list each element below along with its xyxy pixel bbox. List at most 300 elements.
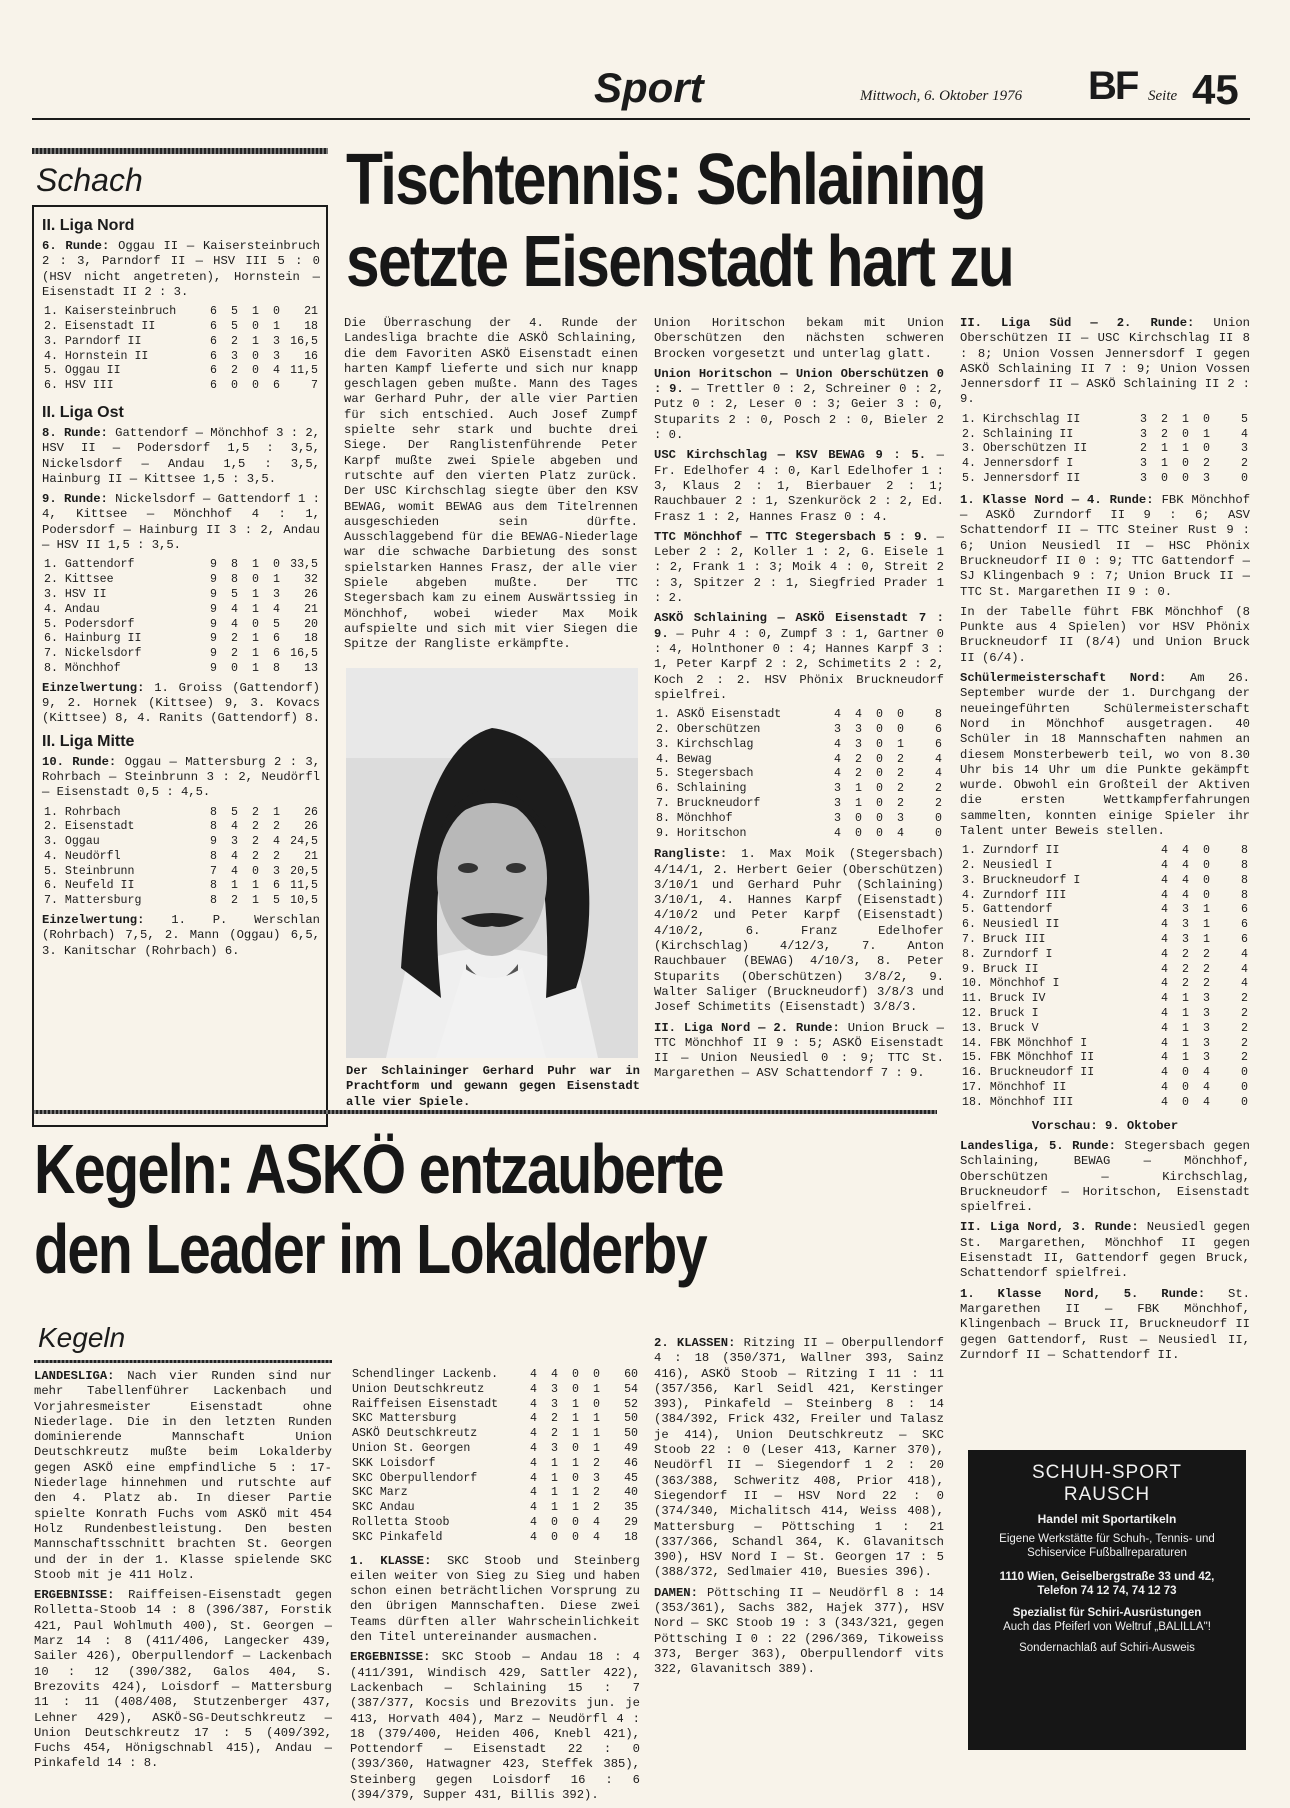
stat-value: 3 [1182,933,1189,947]
stat-value: 1 [593,1441,600,1455]
stat-value: 0 [593,1368,600,1381]
team-name: SKK Loisdorf [352,1456,436,1470]
team-name: 4. Neudörfl [44,849,121,863]
stat-value: 1 [252,647,259,661]
table-row [350,1457,640,1472]
tt-col-2 [654,316,944,1087]
stat-value: 5 [273,894,280,908]
tt-schueler: Schülermeisterschaft Nord: Am 26. September wurde der 1. Durchgang der neueingeführten Schülermeisterschaft Nord in Mönchhof ausgetragen. 40 Schüler in 18 Mannschaften nahmen an diesem Monsterbewerb teil, wo von 8.30 Uhr bis 14 Uhr um die Punkte gekämpft wurde. Obwohl ein Großteil der Aktiven die ersten Wettkampferfahrungen sammelten, konnten einige Spieler ihr Talent unter Beweis stellen. [960,671,1250,838]
stat-value: 9 [210,617,217,631]
team-name: Union St. Georgen [352,1441,471,1455]
team-name: 6. Schlaining [656,782,747,796]
stat-value: 1 [1182,1036,1189,1050]
stat-value: 4 [1241,427,1248,441]
chess-mitte-report: 10. Runde: Oggau — Mattersburg 2 : 3, Rohrbach — Steinbrunn 3 : 2, Neudörfl — Eisenstadt 0,5 : 4,5. [42,754,321,800]
stat-value: 3 [834,722,841,736]
stat-value: 3 [855,737,862,751]
stat-value: 3 [1203,471,1210,485]
table-row [960,992,1250,1007]
stat-value: 9 [210,558,217,572]
page-label: Seite [1148,88,1178,104]
team-name: 18. Mönchhof III [962,1095,1074,1109]
stat-value: 5 [1241,412,1248,426]
team-name: 13. Bruck V [962,1021,1039,1035]
stat-value: 0 [935,826,942,840]
team-name: 5. Oggau II [44,364,121,378]
header-rule [32,118,1250,120]
stat-value: 4 [231,864,238,878]
stat-value: 18 [624,1530,638,1544]
stat-value: 4 [1161,918,1168,932]
table-row [960,918,1250,933]
stat-value: 0 [1161,471,1168,485]
stat-value: 1 [572,1486,579,1500]
team-name: 2. Neusiedl I [962,859,1053,873]
stat-value: 11,5 [290,879,318,893]
stat-value: 4 [231,602,238,616]
stat-value: 0 [572,1530,579,1544]
stat-value: 3 [1241,442,1248,456]
stat-value: 4 [897,826,904,840]
stat-value: 4 [834,737,841,751]
team-name: Schendlinger Lackenb. [352,1368,499,1381]
table-row [350,1516,640,1531]
team-name: 4. Jennersdorf I [962,457,1074,471]
table-row [654,797,944,812]
stat-value: 4 [530,1412,537,1426]
stat-value: 2 [897,752,904,766]
team-name: 11. Bruck IV [962,992,1046,1006]
stat-value: 1 [252,558,259,572]
stat-value: 8 [210,879,217,893]
ad-line-4: Auch das Pfeiferl von Weltruf „BALILLA"! [1003,1621,1211,1633]
stat-value: 1 [897,737,904,751]
stat-value: 9 [210,573,217,587]
stat-value: 6 [273,379,280,393]
table-row [42,335,320,350]
stat-value: 1 [252,334,259,348]
stat-value: 49 [624,1441,638,1455]
team-name: 10. Mönchhof I [962,977,1060,991]
team-name: SKC Pinkafeld [352,1530,443,1544]
table-row [960,933,1250,948]
stat-value: 2 [1182,977,1189,991]
stat-value: 2 [551,1412,558,1426]
stat-value: 0 [1203,873,1210,887]
stat-value: 10,5 [290,894,318,908]
table-row [654,753,944,768]
team-name: 5. Stegersbach [656,767,754,781]
stat-value: 4 [1161,888,1168,902]
table-row [42,865,320,880]
stat-value: 60 [624,1368,638,1381]
ad-line-1: Handel mit Sportartikeln [1037,1512,1177,1526]
stat-value: 0 [252,319,259,333]
table-row [42,603,320,618]
stat-value: 0 [1203,844,1210,858]
stat-value: 4 [1161,1021,1168,1035]
stat-value: 0 [1203,859,1210,873]
stat-value: 6 [935,737,942,751]
table-row [42,820,320,835]
stat-value: 1 [1203,903,1210,917]
team-name: 3. HSV II [44,587,107,601]
table-row [350,1398,640,1413]
stat-value: 0 [1241,471,1248,485]
stat-value: 2 [1161,412,1168,426]
stat-value: 2 [935,796,942,810]
table-row [960,963,1250,978]
stat-value: 2 [252,805,259,819]
kegeln-title-rule [34,1360,332,1363]
stat-value: 0 [551,1530,558,1544]
stat-value: 2 [1241,992,1248,1006]
stat-value: 4 [1182,873,1189,887]
table-row [960,472,1250,487]
stat-value: 3 [231,835,238,849]
stat-value: 18 [304,632,318,646]
stat-value: 46 [624,1456,638,1470]
stat-value: 40 [624,1486,638,1500]
stat-value: 2 [593,1456,600,1470]
table-row [42,350,320,365]
stat-value: 4 [1161,859,1168,873]
stat-value: 0 [935,811,942,825]
stat-value: 4 [273,602,280,616]
stat-value: 6 [1241,903,1248,917]
stat-value: 4 [593,1530,600,1544]
table-row [42,379,320,394]
table-row [42,588,320,603]
stat-value: 1 [1182,412,1189,426]
stat-value: 2 [1241,1036,1248,1050]
ad-address: 1110 Wien, Geiselbergstraße 33 und 42, Telefon 74 12 74, 74 12 73 [999,1571,1215,1597]
stat-value: 2 [231,334,238,348]
stat-value: 26 [304,587,318,601]
stat-value: 4 [834,826,841,840]
stat-value: 4 [1161,844,1168,858]
stat-value: 0 [855,811,862,825]
stat-value: 0 [1241,1066,1248,1080]
stat-value: 4 [1161,1081,1168,1095]
team-name: 1. Rohrbach [44,805,121,819]
stat-value: 0 [876,737,883,751]
stat-value: 0 [572,1471,579,1485]
stat-value: 4 [1161,933,1168,947]
stat-value: 1 [551,1471,558,1485]
team-name: 17. Mönchhof II [962,1081,1067,1095]
stat-value: 0 [551,1515,558,1529]
stat-value: 0 [876,782,883,796]
table-row [350,1531,640,1546]
stat-value: 4 [1182,859,1189,873]
chess-top-bar [32,148,328,154]
stat-value: 0 [1203,888,1210,902]
team-name: 12. Bruck I [962,1007,1039,1021]
stat-value: 0 [252,864,259,878]
team-name: 7. Bruck III [962,933,1046,947]
stat-value: 0 [1241,1095,1248,1109]
stat-value: 0 [1203,412,1210,426]
kegeln-title: Kegeln [38,1322,126,1353]
stat-value: 4 [1203,1095,1210,1109]
stat-value: 3 [551,1397,558,1411]
stat-value: 2 [593,1486,600,1500]
player-portrait-image [346,668,638,1058]
stat-value: 21 [304,305,318,319]
issue-date: Mittwoch, 6. Oktober 1976 [860,88,1023,104]
stat-value: 4 [1161,992,1168,1006]
team-name: 7. Mattersburg [44,894,142,908]
stat-value: 20,5 [290,864,318,878]
stat-value: 4 [1182,844,1189,858]
table-row [960,977,1250,992]
photo-caption: Der Schlaininger Gerhard Puhr war in Prachtform und gewann gegen Eisenstadt alle vier Spiele. [346,1064,640,1109]
stat-value: 9 [210,661,217,675]
advertisement-schuh-sport [968,1450,1246,1750]
stat-value: 4 [1203,1066,1210,1080]
table-row [654,738,944,753]
stat-value: 21 [304,602,318,616]
stat-value: 4 [1161,873,1168,887]
team-name: 3. Parndorf II [44,334,142,348]
stat-value: 54 [624,1382,638,1396]
team-name: 14. FBK Mönchhof I [962,1036,1088,1050]
stat-value: 5 [231,305,238,319]
stat-value: 2 [252,835,259,849]
stat-value: 13 [304,661,318,675]
stat-value: 7 [210,864,217,878]
stat-value: 1 [1161,457,1168,471]
kegeln-headline-1: Kegeln: ASKÖ entzauberte [34,1130,723,1208]
chess-nord-table [42,305,320,394]
stat-value: 4 [530,1368,537,1381]
stat-value: 3 [834,782,841,796]
stat-value: 3 [1140,457,1147,471]
stat-value: 6 [935,722,942,736]
stat-value: 6 [273,632,280,646]
stat-value: 1 [252,661,259,675]
stat-value: 4 [530,1486,537,1500]
tt-intro: Die Überraschung der 4. Runde der Landesliga brachte die ASKÖ Schlaining, die dem Favoriten ASKÖ Eisenstadt einen harten Kampf lieferte und sich nur knapp geschlagen geben mußte. Mann des Tages war Gerhard Puhr, der alle vier Partien für sich entschied. Auch Josef Zumpf spielte sehr stark und buchte drei Siege. Der Ranglistenführende Peter Karpf mußte zwei Spiele abgeben und rutschte auf den vierten Platz zurück. Der USC Kirchschlag siegte über den KSV BEWAG, womit BEWAG aus dem Titelrennen ausgeschieden sein dürfte. Ausschlaggebend für die BEWAG-Niederlage war die schwache Darbietung des sonst spielstarken Hannes Frasz, der alle vier Spiele abgeben mußte. Der TTC Stegersbach kam zu einem Auswärtssieg in Mönchhof, wobei wieder Max Moik aufspielte und sich mit vier Siegen die Spitze der Rangliste erkämpfte. [344,316,638,652]
stat-value: 8 [210,894,217,908]
stat-value: 1 [252,305,259,319]
stat-value: 3 [1203,1036,1210,1050]
team-name: 5. Steinbrunn [44,864,135,878]
stat-value: 6 [210,349,217,363]
tt-headline-2: setzte Eisenstadt hart zu [346,222,1014,302]
stat-value: 0 [876,752,883,766]
ad-line-3: Spezialist für Schiri-Ausrüstungen [1012,1607,1202,1619]
stat-value: 2 [231,894,238,908]
stat-value: 4 [1161,1095,1168,1109]
table-row [960,1066,1250,1081]
table-row [960,1022,1250,1037]
stat-value: 0 [231,379,238,393]
tt-preview-1: Landesliga, 5. Runde: Stegersbach gegen Schlaining, BEWAG — Mönchhof, Oberschützen — Kirchschlag, Bruckneudorf — Horitschon, Eisenstadt spielfrei. [960,1138,1250,1215]
stat-value: 1 [593,1427,600,1441]
stat-value: 3 [231,349,238,363]
stat-value: 2 [231,647,238,661]
table-row [42,647,320,662]
team-name: 16. Bruckneudorf II [962,1066,1095,1080]
stat-value: 2 [1241,1021,1248,1035]
tt-match-4: ASKÖ Schlaining — ASKÖ Eisenstadt 7 : 9. — Puhr 4 : 0, Zumpf 3 : 1, Gartner 0 : 4, Holnthoner 0 : 4; Hannes Karpf 3 : 1, Peter Karpf 2 : 2, Schimetits 2 : 2, Koch 2 : 2. HSV Phönix Bruckneudorf spielfrei. [654,611,944,702]
stat-value: 4 [1161,1036,1168,1050]
chess-ost-individual: Einzelwertung: 1. Groiss (Gattendorf) 9, 2. Hornek (Kittsee) 9, 3. Kovacs (Kittsee) 8, 4. Ranits (Gattendorf) 8. [42,680,320,726]
stat-value: 1 [1182,1021,1189,1035]
stat-value: 6 [273,647,280,661]
kegeln-top-rule [32,1110,937,1114]
team-name: 2. Eisenstadt [44,820,135,834]
kegeln-results: ERGEBNISSE: Raiffeisen-Eisenstadt gegen Rolletta-Stoob 14 : 8 (396/387, Forstik 421, Paul Wohlmuth 400), St. Georgen — Marz 14 : 8 (411/406, Langecker 439, Sailer 426), Oberpullendorf — Lackenbach 10 : 12 (390/382, Galos 404, S. Brezovits 424), Loisdorf — Mattersburg 11 : 11 (408/408, Stutzenberger 437, Lehner 429), ASKÖ-SG-Deutschkreutz — Union Deutschkreutz 17 : 5 (409/392, Fuchs 454, Hönigschnabl 415), Andau — Pinkafeld 14 : 8. [34,1588,332,1771]
team-name: 4. Zurndorf III [962,888,1067,902]
stat-value: 26 [304,805,318,819]
stat-value: 6 [210,334,217,348]
stat-value: 8 [210,849,217,863]
stat-value: 1 [572,1501,579,1515]
stat-value: 4 [1161,947,1168,961]
stat-value: 4 [273,835,280,849]
stat-value: 3 [1140,471,1147,485]
stat-value: 3 [1182,903,1189,917]
table-row [42,806,320,821]
stat-value: 4 [1161,903,1168,917]
team-name: 9. Horitschon [656,826,747,840]
stat-value: 8 [231,558,238,572]
stat-value: 2 [855,767,862,781]
stat-value: 4 [551,1368,558,1381]
table-row [350,1368,640,1383]
table-row [42,850,320,865]
team-name: 8. Mönchhof [656,811,733,825]
stat-value: 6 [210,379,217,393]
stat-value: 6 [210,319,217,333]
team-name: 4. Hornstein II [44,349,149,363]
team-name: 5. Podersdorf [44,617,135,631]
stat-value: 4 [530,1397,537,1411]
player-photo [346,668,638,1058]
stat-value: 3 [834,811,841,825]
stat-value: 0 [572,1382,579,1396]
stat-value: 0 [1182,471,1189,485]
kegeln-damen: DAMEN: Pöttsching II — Neudörfl 8 : 14 (353/361), Sachs 382, Hajek 377), HSV Nord — SKC Stoob 19 : 3 (343/321, gegen Pöttsching I 0 : 22 (296/369, Tikoweiss 373, Berger 363), Oberpullendorf vits 322, Glavanitsch 389). [654,1585,944,1677]
stat-value: 0 [1182,1095,1189,1109]
team-name: 8. Zurndorf I [962,947,1053,961]
stat-value: 0 [1241,1081,1248,1095]
tt-match-2: USC Kirchschlag — KSV BEWAG 9 : 5. — Fr. Edelhofer 4 : 0, Karl Edelhofer 1 : 3, Klaus 2 : 1, Bierbauer 2 : 1; Rauchbauer 2 : 1, Szenkuröck 2 : 2, Ed. Frasz 1 : 2, Hannes Frasz 0 : 4. [654,448,944,524]
stat-value: 4 [530,1382,537,1396]
stat-value: 0 [1203,442,1210,456]
team-name: 3. Oggau [44,835,100,849]
ad-name-1: SCHUH-SPORT [1032,1462,1182,1483]
tt-liga-nord: II. Liga Nord — 2. Runde: Union Bruck — TTC Mönchhof II 9 : 5; ASKÖ Eisenstadt II — Union Neusiedl 0 : 9; TTC St. Margarethen — ASV Schattendorf 7 : 9. [654,1020,944,1081]
stat-value: 4 [530,1530,537,1544]
stat-value: 0 [876,767,883,781]
stat-value: 4 [1161,1066,1168,1080]
stat-value: 0 [897,722,904,736]
stat-value: 16,5 [290,334,318,348]
table-row [960,413,1250,428]
table-row [350,1427,640,1442]
stat-value: 3 [1140,427,1147,441]
kegeln-klassen-2: 2. KLASSEN: Ritzing II — Oberpullendorf 4 : 18 (350/371, Wallner 393, Sainz 416), ASKÖ Stoob — Ritzing I 11 : 11 (357/356, Karl Seidl 421, Kerstinger 393), Pinkafeld — Steinberg 8 : 14 (384/392, Frick 432, Freiler und Talasz je 414), Union Deutschkreutz — SKC Stoob 22 : 0 (Leser 413, Karner 370), Neudörfl II — Siegendorf 1 2 : 20 (363/388, Schweritz 408, Prior 418), Siegendorf II — HSV Nord 22 : 0 (374/340, Michalitsch 414, Weiss 408), Mattersburg — Pöttsching 1 : 21 (337/366, Schandl 364, K. Glavanitsch 390), HSV Nord I — St. Georgen 17 : 5 (388/372, Sedlmaier 410, Buesies 396). [654,1336,944,1580]
chess-mitte-table [42,806,320,910]
stat-value: 2 [1241,1007,1248,1021]
stat-value: 2 [252,849,259,863]
table-row [350,1412,640,1427]
stat-value: 16,5 [290,647,318,661]
stat-value: 21 [304,849,318,863]
stat-value: 1 [593,1382,600,1396]
table-row [960,442,1250,457]
stat-value: 2 [273,820,280,834]
stat-value: 9 [210,835,217,849]
stat-value: 1 [273,319,280,333]
team-name: 3. Oberschützen II [962,442,1088,456]
stat-value: 0 [897,708,904,722]
table-row [960,457,1250,472]
table-row [960,844,1250,859]
stat-value: 0 [593,1397,600,1411]
stat-value: 4 [1182,888,1189,902]
stat-value: 11,5 [290,364,318,378]
stat-value: 0 [1182,427,1189,441]
table-row [350,1383,640,1398]
stat-value: 4 [231,617,238,631]
table-row [654,782,944,797]
stat-value: 0 [572,1368,579,1381]
team-name: 1. Kaisersteinbruch [44,305,177,319]
stat-value: 1 [252,879,259,893]
stat-value: 2 [1140,442,1147,456]
stat-value: 1 [273,573,280,587]
tt-preview-3: 1. Klasse Nord, 5. Runde: St. Margarethen II — FBK Mönchhof, Klingenbach — Bruck II, Bruckneudorf II gegen Gattendorf, Rust — Neusiedl II, Zurndorf II — Schattendorf II. [960,1286,1250,1362]
stat-value: 50 [624,1427,638,1441]
table-row [654,827,944,842]
kegeln-col-1 [34,1322,332,1777]
stat-value: 1 [572,1397,579,1411]
kegeln-results-2: ERGEBNISSE: SKC Stoob — Andau 18 : 4 (411/391, Windisch 429, Sattler 422), Lackenbach — Schlaining 15 : 7 (387/377, Kocsis und Brezovits jun. je 413, Horvath 404), Marz — Neudörfl 4 : 18 (379/400, Heiden 406, Knebl 421), Pottendorf — Eisenstadt 22 : 0 (393/360, Hatwagner 423, Steffek 385), Steinberg gegen Loisdorf 16 : 6 (394/379, Supper 431, Billis 392). [350,1650,640,1803]
stat-value: 3 [273,349,280,363]
tt-preview-title: Vorschau: 9. Oktober [1031,1118,1179,1133]
stat-value: 6 [1241,918,1248,932]
stat-value: 2 [593,1501,600,1515]
stat-value: 9 [210,602,217,616]
stat-value: 0 [1182,457,1189,471]
stat-value: 4 [530,1456,537,1470]
stat-value: 4 [530,1471,537,1485]
table-row [960,1037,1250,1052]
stat-value: 2 [252,820,259,834]
team-name: 6. Neufeld II [44,879,135,893]
stat-value: 4 [1161,977,1168,991]
table-row [960,874,1250,889]
stat-value: 1 [572,1427,579,1441]
stat-value: 2 [897,782,904,796]
stat-value: 3 [1203,1051,1210,1065]
tt-match-3: TTC Mönchhof — TTC Stegersbach 5 : 9. — Leber 2 : 2, Koller 1 : 2, G. Eisele 1 : 2, Frank 1 : 3; Moik 4 : 0, Streit 2 : 3, Spitzer 2 : 1, Siegfried Prader 1 : 2. [654,529,944,606]
stat-value: 0 [252,617,259,631]
kegeln-table [350,1368,640,1546]
ad-line-5: Sondernachlaß auf Schiri-Ausweis [1019,1642,1195,1654]
team-name: 1. Gattendorf [44,558,135,572]
stat-value: 3 [551,1441,558,1455]
stat-value: 1 [855,796,862,810]
table-row [960,1081,1250,1096]
stat-value: 4 [1203,1081,1210,1095]
stat-value: 0 [231,661,238,675]
